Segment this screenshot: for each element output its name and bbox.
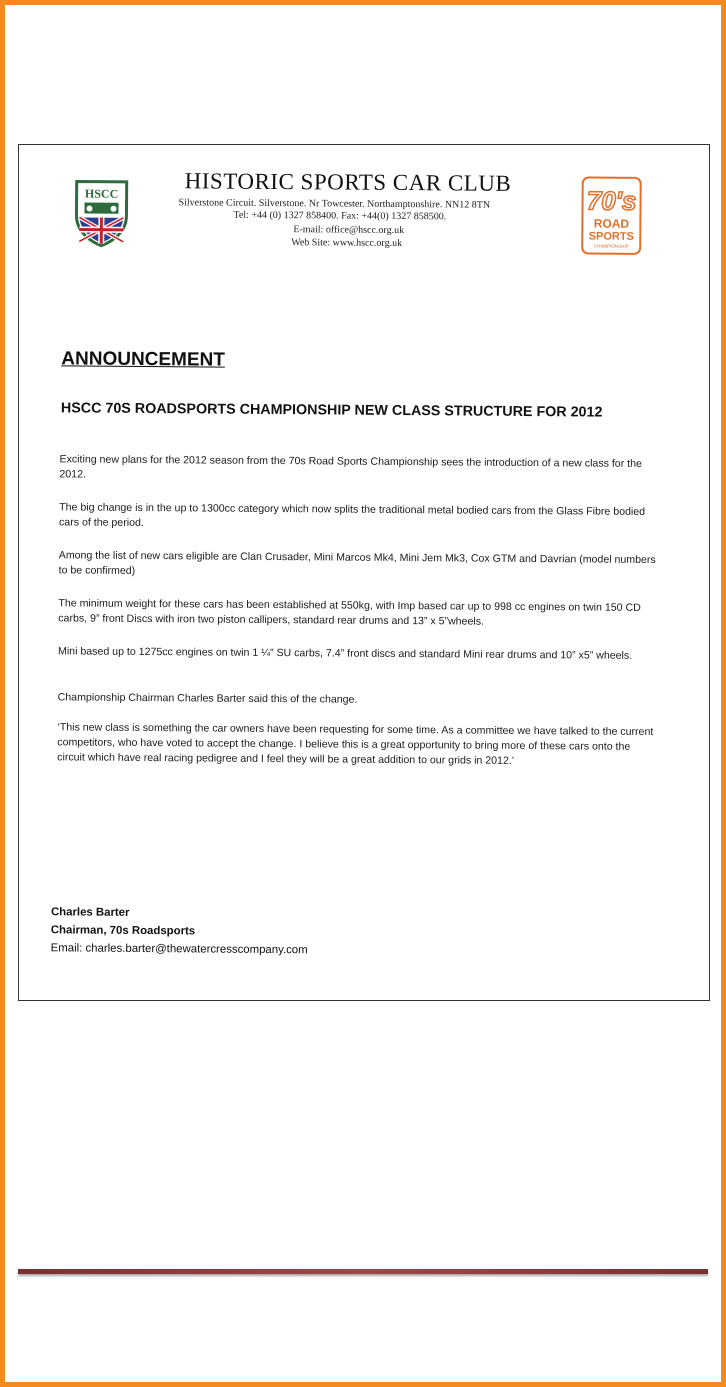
logo-70s: 70's: [586, 185, 637, 216]
crest-text: HSCC: [84, 186, 119, 201]
paragraph-eligible-cars: Among the list of new cars eligible are Clan Crusader, Mini Marcos Mk4, Mini Jem Mk3, Cox GTM and Davrian (model numbers to be confirmed): [58, 549, 656, 577]
logo-sports: SPORTS: [588, 230, 634, 243]
hscc-crest-logo: [72, 177, 131, 247]
footer-divider: [18, 1269, 708, 1274]
club-email: E-mail: office@hscc.org.uk: [293, 224, 405, 237]
club-name: HISTORIC SPORTS CAR CLUB: [184, 168, 512, 196]
paragraph-quote: ‘This new class is something the car owners have been requesting for some time. As a committee we have talked to the current competitors, who have voted to accept the change. I believe this is a great opportunity to bring more of these cars onto the circuit which have real racing pedigree and I feel they will be a great addition to our grids in 2012.’: [57, 721, 654, 767]
signature-title: Chairman, 70s Roadsports: [50, 924, 196, 938]
announcement-headline: HSCC 70S ROADSPORTS CHAMPIONSHIP NEW CLASS STRUCTURE FOR 2012: [60, 400, 603, 421]
paragraph-minimum-weight: The minimum weight for these cars has been established at 550kg, with Imp based car up to 998 cc engines on twin 150 CD carbs, 9” front Discs with iron two piston callipers, standard rear drums and 13” x 5”wheels.: [58, 597, 641, 628]
logo-championship: CHAMPIONSHIP: [593, 243, 629, 249]
announcement-label: ANNOUNCEMENT: [61, 348, 226, 371]
scanned-document: [18, 144, 710, 1001]
paragraph-intro: Exciting new plans for the 2012 season from the 70s Road Sports Championship sees the introduction of a new class for the 2012.: [59, 453, 642, 481]
paragraph-chairman-intro: Championship Chairman Charles Barter said this of the change.: [57, 691, 358, 706]
paragraph-mini-spec: Mini based up to 1275cc engines on twin 1 ¼” SU carbs, 7.4” front discs and standard Mini rear drums and 10” x5” wheels.: [57, 645, 633, 662]
roadsports-logo: [580, 175, 643, 255]
paragraph-change: The big change is in the up to 1300cc category which now splits the traditional metal bodied cars from the Glass Fibre bodied cars of the period.: [58, 501, 646, 529]
logo-road: ROAD: [593, 216, 630, 231]
club-website: Web Site: www.hscc.org.uk: [291, 237, 403, 250]
signature-email: Email: charles.barter@thewatercresscompany.com: [50, 942, 308, 957]
signature-name: Charles Barter: [50, 906, 130, 919]
club-telephone: Tel: +44 (0) 1327 858400. Fax: +44(0) 1327 858500.: [233, 209, 447, 223]
club-address: Silverstone Circuit. Silverstone. Nr Towcester. Northamptonshire. NN12 8TN: [178, 197, 491, 211]
